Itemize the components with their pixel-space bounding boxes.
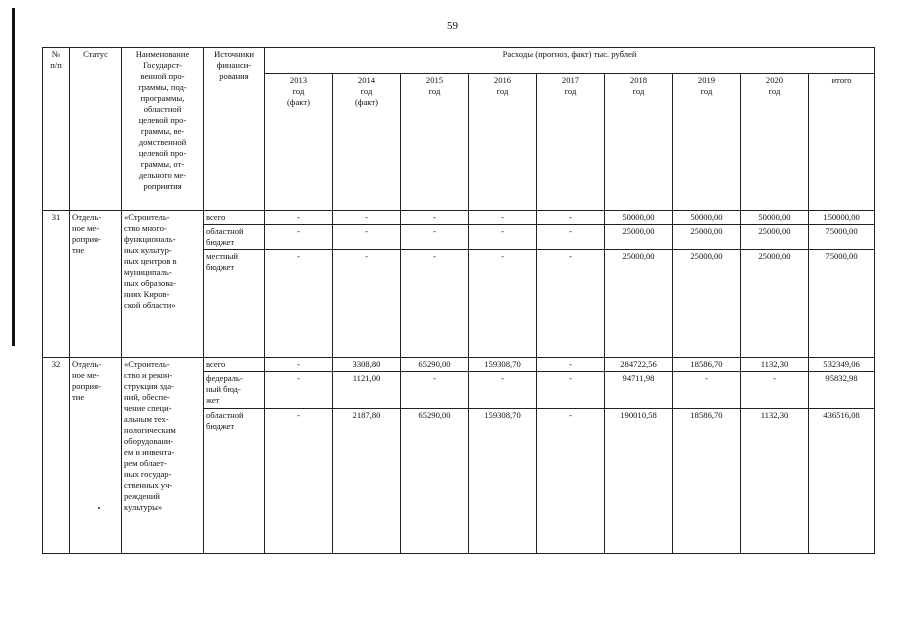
value-cell: 159308,70 xyxy=(469,358,537,372)
header-year-2020: 2020 год xyxy=(741,74,809,211)
header-year-2017: 2017 год xyxy=(537,74,605,211)
value-cell: 1132,30 xyxy=(741,358,809,372)
value-cell: 2187,80 xyxy=(333,409,401,554)
value-cell: - xyxy=(265,372,333,409)
value-cell: - xyxy=(333,211,401,225)
header-year-2013: 2013 год (факт) xyxy=(265,74,333,211)
source-cell: всего xyxy=(204,358,265,372)
value-cell: - xyxy=(401,225,469,250)
value-cell: 25000,00 xyxy=(605,250,673,358)
value-cell: 50000,00 xyxy=(605,211,673,225)
value-cell: - xyxy=(741,372,809,409)
header-expenses: Расходы (прогноз, факт) тыс. рублей xyxy=(265,48,875,74)
row-status: Отдель- ное ме- роприя- тие xyxy=(70,211,122,358)
value-cell: - xyxy=(333,250,401,358)
value-cell: 25000,00 xyxy=(605,225,673,250)
value-cell: - xyxy=(401,372,469,409)
source-cell: всего xyxy=(204,211,265,225)
row-num: 31 xyxy=(43,211,70,358)
left-margin-bar xyxy=(12,8,15,346)
header-year-2014: 2014 год (факт) xyxy=(333,74,401,211)
page-number: 59 xyxy=(447,20,458,32)
row-name: «Строитель- ство много- функциональ- ных культур- ных центров в муниципаль- ных образова- ниях Киров- ской области» xyxy=(122,211,204,358)
header-row-1 xyxy=(43,48,875,74)
value-cell: 18586,70 xyxy=(673,358,741,372)
value-cell: 65290,00 xyxy=(401,409,469,554)
header-name: Наименование Государст- венной про- граммы, под- программы, областной целевой про- граммы, ве- домственной целевой про- граммы, от- дельного ме- роприятия xyxy=(122,48,204,211)
value-cell: 1121,00 xyxy=(333,372,401,409)
value-cell: 75000,00 xyxy=(809,225,875,250)
value-cell: 150000,00 xyxy=(809,211,875,225)
value-cell: - xyxy=(537,250,605,358)
value-cell: - xyxy=(673,372,741,409)
value-cell: 95832,98 xyxy=(809,372,875,409)
value-cell: 75000,00 xyxy=(809,250,875,358)
header-year-2015: 2015 год xyxy=(401,74,469,211)
value-cell: 94711,98 xyxy=(605,372,673,409)
row-num: 32 xyxy=(43,358,70,554)
value-cell: 436516,08 xyxy=(809,409,875,554)
value-cell: - xyxy=(537,211,605,225)
header-year-2016: 2016 год xyxy=(469,74,537,211)
value-cell: - xyxy=(401,211,469,225)
header-year-2019: 2019 год xyxy=(673,74,741,211)
value-cell: 50000,00 xyxy=(673,211,741,225)
value-cell: - xyxy=(469,211,537,225)
value-cell: - xyxy=(469,250,537,358)
value-cell: - xyxy=(537,225,605,250)
source-cell: областной бюджет xyxy=(204,225,265,250)
value-cell: 65290,00 xyxy=(401,358,469,372)
header-total: итого xyxy=(809,74,875,211)
value-cell: - xyxy=(537,409,605,554)
value-cell: 18586,70 xyxy=(673,409,741,554)
scan-speck xyxy=(98,507,100,509)
value-cell: 284722,56 xyxy=(605,358,673,372)
value-cell: 159308,70 xyxy=(469,409,537,554)
value-cell: - xyxy=(333,225,401,250)
value-cell: 25000,00 xyxy=(741,225,809,250)
value-cell: 3308,80 xyxy=(333,358,401,372)
row-status: Отдель- ное ме- роприя- тие xyxy=(70,358,122,554)
source-cell: федераль- ный бюд- жет xyxy=(204,372,265,409)
header-num: № п/п xyxy=(43,48,70,211)
value-cell: - xyxy=(265,409,333,554)
value-cell: - xyxy=(537,358,605,372)
value-cell: 25000,00 xyxy=(673,225,741,250)
source-cell: областной бюджет xyxy=(204,409,265,554)
expenses-table xyxy=(42,47,875,554)
value-cell: - xyxy=(401,250,469,358)
header-year-2018: 2018 год xyxy=(605,74,673,211)
value-cell: 25000,00 xyxy=(741,250,809,358)
row-name: «Строитель- ство и рекон- струкция зда- ний, обеспе- чение специ- альным тех- нологическим оборудовани- ем и инвента- рем облает- ных государ- ственных уч- реждений культуры» xyxy=(122,358,204,554)
value-cell: - xyxy=(469,225,537,250)
value-cell: 532349,06 xyxy=(809,358,875,372)
header-sources: Источники финанси- рования xyxy=(204,48,265,211)
value-cell: - xyxy=(537,372,605,409)
value-cell: - xyxy=(469,372,537,409)
source-cell: местный бюджет xyxy=(204,250,265,358)
value-cell: 190010,58 xyxy=(605,409,673,554)
value-cell: - xyxy=(265,358,333,372)
value-cell: - xyxy=(265,211,333,225)
table-row xyxy=(43,211,875,225)
value-cell: 25000,00 xyxy=(673,250,741,358)
table-row xyxy=(43,358,875,372)
value-cell: - xyxy=(265,225,333,250)
value-cell: 1132,30 xyxy=(741,409,809,554)
header-status: Статус xyxy=(70,48,122,211)
value-cell: 50000,00 xyxy=(741,211,809,225)
value-cell: - xyxy=(265,250,333,358)
